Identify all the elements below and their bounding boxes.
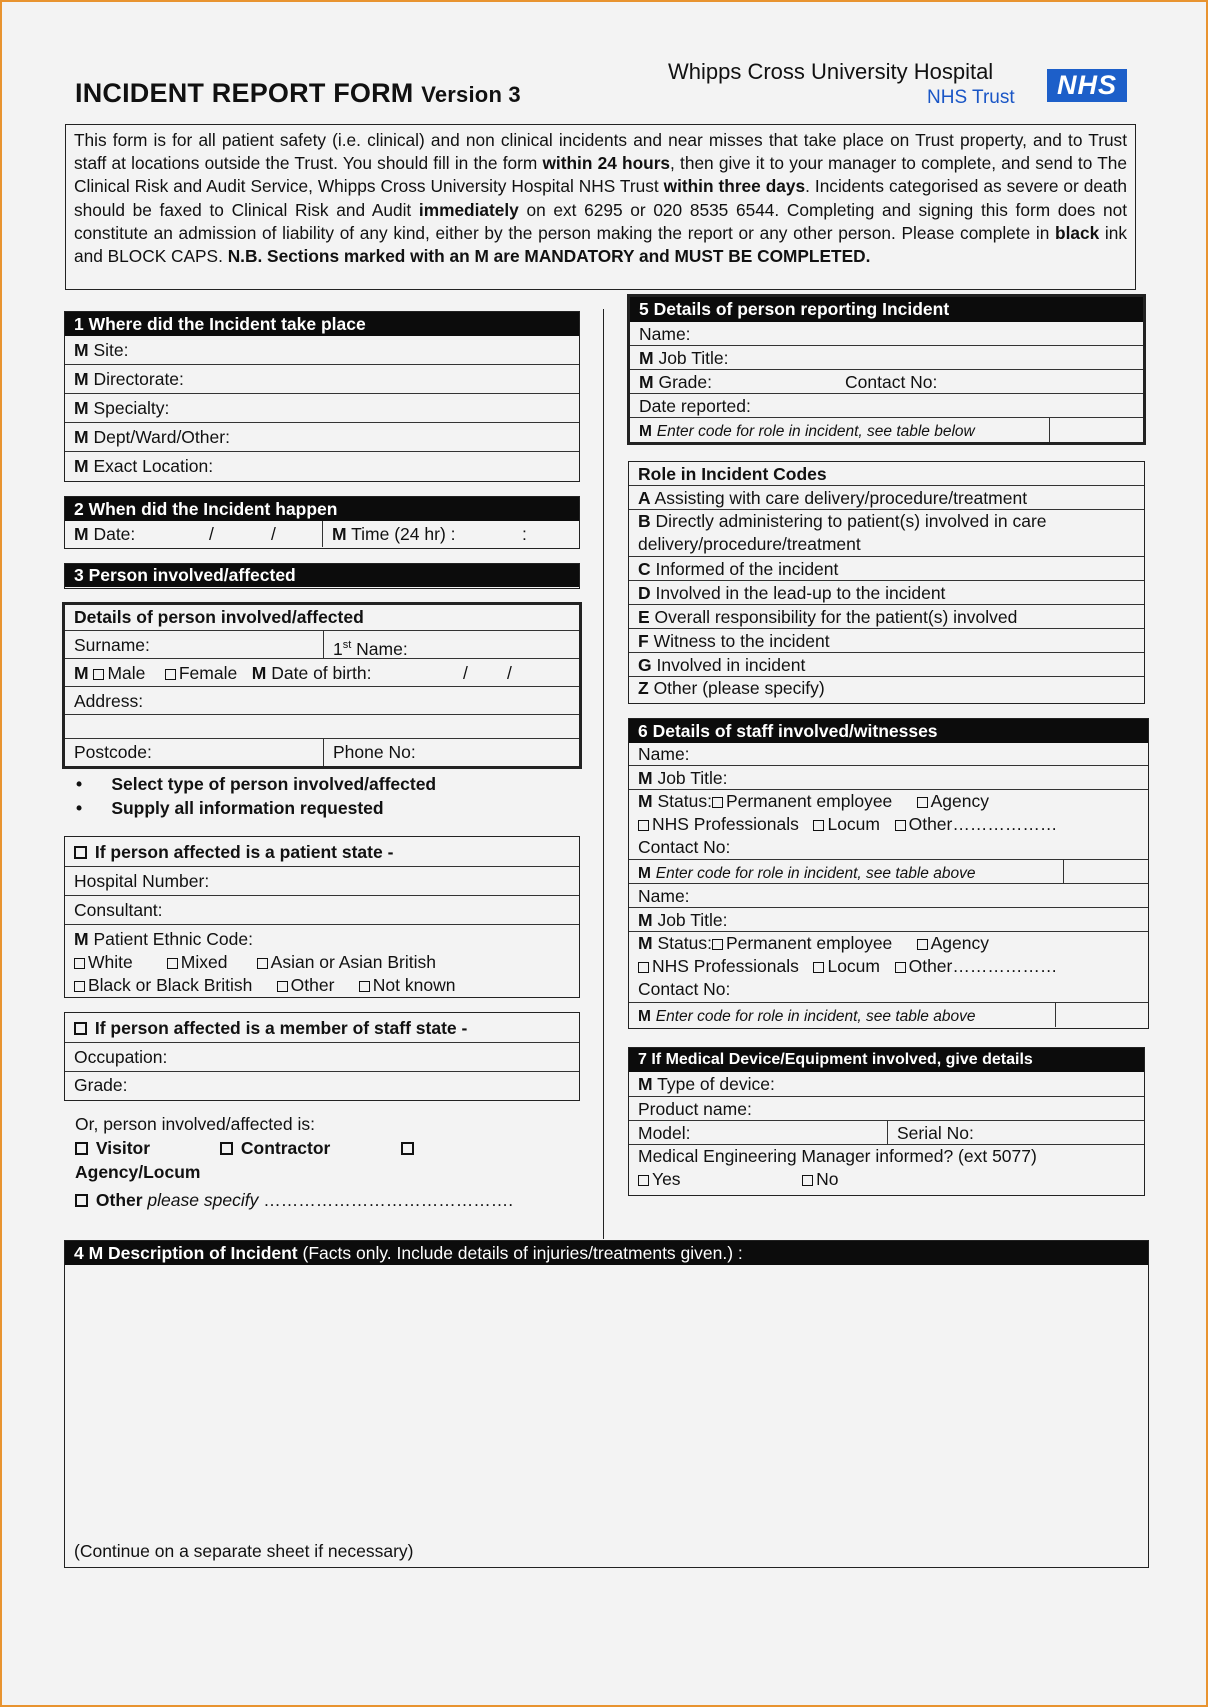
time-field[interactable]: M Time (24 hr) : bbox=[332, 524, 456, 544]
staff1-nhs-checkbox[interactable] bbox=[638, 820, 649, 831]
agency-locum-checkbox-wrap[interactable] bbox=[401, 1138, 417, 1159]
section-3-header: 3 Person involved/affected bbox=[65, 564, 579, 587]
name-divider bbox=[323, 631, 324, 658]
patient-header: If person affected is a patient state - bbox=[65, 837, 579, 867]
role-code-f: F Witness to the incident bbox=[629, 629, 1144, 653]
role-code-a: A Assisting with care delivery/procedure/treatment bbox=[629, 486, 1144, 510]
section-6-staff bbox=[628, 718, 1149, 1029]
address-field[interactable]: Address: bbox=[65, 687, 579, 715]
section-5-header: 5 Details of person reporting Incident bbox=[630, 297, 1143, 322]
dept-field[interactable]: M Dept/Ward/Other: bbox=[65, 423, 579, 452]
ethnic-code-field: M Patient Ethnic Code: White Mixed Asian or Asian British Black or Black British Other Not known bbox=[74, 929, 456, 995]
first-name-field[interactable]: 1st Name: bbox=[333, 638, 408, 659]
serial-field[interactable]: Serial No: bbox=[897, 1123, 974, 1143]
date-slash-1: / bbox=[209, 524, 214, 544]
role-codes-header: Role in Incident Codes bbox=[629, 462, 1144, 486]
contractor-checkbox[interactable] bbox=[220, 1142, 233, 1155]
staff2-other-checkbox[interactable] bbox=[895, 962, 906, 973]
visitor-checkbox[interactable] bbox=[75, 1142, 88, 1155]
staff1-agency-checkbox[interactable] bbox=[917, 797, 928, 808]
model-serial-row bbox=[629, 1121, 1144, 1145]
nhs-logo: NHS bbox=[1047, 69, 1127, 102]
mixed-checkbox[interactable] bbox=[167, 958, 178, 969]
male-checkbox[interactable] bbox=[93, 669, 104, 680]
name-row bbox=[65, 631, 579, 659]
reporter-code-input[interactable] bbox=[1051, 418, 1143, 442]
address-line-2[interactable] bbox=[65, 715, 579, 739]
staff1-code-input[interactable] bbox=[1065, 860, 1148, 883]
staff1-locum-checkbox[interactable] bbox=[813, 820, 824, 831]
role-code-z: Z Other (please specify) bbox=[638, 678, 825, 698]
section-1-header: 1 Where did the Incident take place bbox=[65, 312, 579, 336]
not-known-checkbox[interactable] bbox=[359, 981, 370, 992]
staff1-contact-field[interactable]: Contact No: bbox=[638, 837, 731, 857]
surname-field[interactable]: Surname: bbox=[74, 635, 150, 655]
column-divider bbox=[603, 309, 604, 1239]
other-person-checkbox[interactable] bbox=[75, 1194, 88, 1207]
staff2-code-input[interactable] bbox=[1057, 1003, 1148, 1027]
staff2-agency-checkbox[interactable] bbox=[917, 939, 928, 950]
reporter-contact-field[interactable]: Contact No: bbox=[845, 372, 938, 392]
occupation-field[interactable]: Occupation: bbox=[65, 1043, 579, 1072]
section-7-device bbox=[628, 1047, 1145, 1196]
staff2-nhs-checkbox[interactable] bbox=[638, 962, 649, 973]
date-reported-field[interactable]: Date reported: bbox=[630, 394, 1143, 418]
section-2-when bbox=[64, 496, 580, 549]
section-4-header: 4 M Description of Incident (Facts only. Include details of injuries/treatments given.) : bbox=[65, 1241, 1148, 1265]
product-name-field[interactable]: Product name: bbox=[629, 1097, 1144, 1121]
device-type-field[interactable]: M Type of device: bbox=[629, 1072, 1144, 1097]
form-title: INCIDENT REPORT FORM Version 3 bbox=[75, 78, 521, 108]
informed-no-checkbox[interactable] bbox=[802, 1175, 813, 1186]
model-serial-divider bbox=[887, 1121, 888, 1144]
section-1-location bbox=[64, 311, 580, 482]
black-checkbox[interactable] bbox=[74, 981, 85, 992]
visitor-option[interactable]: Visitor bbox=[75, 1138, 150, 1159]
section-7-header: 7 If Medical Device/Equipment involved, give details bbox=[629, 1048, 1144, 1072]
staff1-other-checkbox[interactable] bbox=[895, 820, 906, 831]
female-checkbox[interactable] bbox=[165, 669, 176, 680]
agency-locum-checkbox[interactable] bbox=[401, 1142, 414, 1155]
other-person-option[interactable]: Other please specify ……………………………………. bbox=[75, 1190, 513, 1211]
section-5-reporter bbox=[627, 294, 1146, 445]
person-details-box bbox=[62, 602, 582, 769]
patient-box bbox=[64, 836, 580, 998]
time-colon: : bbox=[522, 524, 527, 544]
reporter-job-field[interactable]: M Job Title: bbox=[630, 346, 1143, 370]
section-4-description bbox=[64, 1240, 1149, 1568]
date-field[interactable]: M Date: bbox=[74, 524, 136, 544]
staff2-code-row: M Enter code for role in incident, see table above bbox=[629, 1003, 1148, 1027]
staff2-locum-checkbox[interactable] bbox=[813, 962, 824, 973]
continue-note: (Continue on a separate sheet if necessary) bbox=[74, 1541, 414, 1561]
staff1-name-field[interactable]: Name: bbox=[629, 743, 1148, 766]
patient-checkbox[interactable] bbox=[74, 846, 87, 859]
consultant-field[interactable]: Consultant: bbox=[65, 896, 579, 925]
role-code-b: B Directly administering to patient(s) involved in care delivery/procedure/treatment bbox=[629, 510, 1144, 557]
reporter-grade-field[interactable]: M Grade: bbox=[639, 372, 712, 392]
reporter-grade-row bbox=[630, 370, 1143, 394]
intro-text: This form is for all patient safety (i.e. clinical) and non clinical incidents and near misses that take place on Trust property, and to Trust staff at locations outside the Trust. You should fill in the form within 24 hours, then give it to your manager to complete, and send to The Clinical Risk and Audit Service, Whipps Cross University Hospital NHS Trust within three days. Incidents categorised as severe or death should be faxed to Clinical Risk and Audit immediately on ext 6295 or 020 8535 6544. Completing and signing this form does not constitute an admission of liability of any kind, either by the person making the report or any other person. Please complete in black ink and BLOCK CAPS. N.B. Sections marked with an M are MANDATORY and MUST BE COMPLETED. bbox=[65, 124, 1136, 290]
staff2-job-field[interactable]: M Job Title: bbox=[629, 908, 1148, 932]
bullet-1: • Select type of person involved/affected bbox=[76, 774, 437, 794]
date-time-row bbox=[65, 521, 579, 547]
section-3-person bbox=[64, 563, 580, 589]
date-time-divider bbox=[322, 521, 323, 547]
engineering-informed: Medical Engineering Manager informed? (ext 5077) Yes No bbox=[638, 1146, 1037, 1189]
role-code-d: D Involved in the lead-up to the incident bbox=[629, 581, 1144, 605]
postcode-phone-row bbox=[65, 739, 579, 766]
date-slash-2: / bbox=[271, 524, 276, 544]
phone-field[interactable]: Phone No: bbox=[333, 742, 416, 762]
role-code-c: C Informed of the incident bbox=[629, 557, 1144, 581]
dob-slash-1: / bbox=[463, 663, 468, 683]
role-code-g: G Involved in incident bbox=[629, 653, 1144, 677]
trust-name: NHS Trust bbox=[927, 87, 1015, 108]
asian-checkbox[interactable] bbox=[257, 958, 268, 969]
dob-field[interactable]: Date of birth: bbox=[271, 663, 372, 683]
role-codes-table bbox=[628, 461, 1145, 704]
staff2-status: M Status: Permanent employee Agency NHS Professionals Locum Other……………… Contact No: bbox=[629, 932, 1148, 1003]
reporter-name-field[interactable]: Name: bbox=[630, 322, 1143, 346]
staff1-permanent-checkbox[interactable] bbox=[712, 797, 723, 808]
hospital-number-field[interactable]: Hospital Number: bbox=[65, 867, 579, 896]
postcode-field[interactable]: Postcode: bbox=[74, 742, 152, 762]
staff1-status: M Status: Permanent employee Agency NHS Professionals Locum Other……………… Contact No: bbox=[629, 790, 1148, 860]
bullet-2: • Supply all information requested bbox=[76, 798, 384, 818]
grade-field[interactable]: Grade: bbox=[74, 1075, 128, 1095]
section-6-header: 6 Details of staff involved/witnesses bbox=[629, 719, 1148, 743]
staff2-permanent-checkbox[interactable] bbox=[712, 939, 723, 950]
white-checkbox[interactable] bbox=[74, 958, 85, 969]
person-details-header: Details of person involved/affected bbox=[65, 605, 579, 631]
exact-location-field[interactable]: M Exact Location: bbox=[74, 456, 214, 476]
role-code-e: E Overall responsibility for the patient(s) involved bbox=[629, 605, 1144, 629]
contractor-option[interactable]: Contractor bbox=[220, 1138, 330, 1159]
agency-locum-label: Agency/Locum bbox=[75, 1162, 201, 1182]
section-2-header: 2 When did the Incident happen bbox=[65, 497, 579, 521]
model-field[interactable]: Model: bbox=[638, 1123, 691, 1143]
staff2-name-field[interactable]: Name: bbox=[629, 884, 1148, 908]
staff-checkbox[interactable] bbox=[74, 1022, 87, 1035]
staff2-code-divider bbox=[1055, 1003, 1056, 1027]
description-textarea[interactable] bbox=[65, 1265, 1148, 1539]
staff-box bbox=[64, 1012, 580, 1101]
hospital-name: Whipps Cross University Hospital bbox=[668, 59, 994, 84]
directorate-field[interactable]: M Directorate: bbox=[65, 365, 579, 394]
reporter-code-divider bbox=[1049, 418, 1050, 442]
informed-yes-checkbox[interactable] bbox=[638, 1175, 649, 1186]
staff-header: If person affected is a member of staff state - bbox=[65, 1013, 579, 1043]
dob-slash-2: / bbox=[507, 663, 512, 683]
sex-dob-row: M Male Female M Date of birth: / / bbox=[65, 659, 579, 687]
other-ethnic-checkbox[interactable] bbox=[277, 981, 288, 992]
staff1-code-row: M Enter code for role in incident, see table above bbox=[629, 860, 1148, 884]
site-field[interactable]: M Site: bbox=[65, 336, 579, 365]
staff2-contact-field[interactable]: Contact No: bbox=[638, 979, 731, 999]
specialty-field[interactable]: M Specialty: bbox=[65, 394, 579, 423]
reporter-code-row: M Enter code for role in incident, see table below bbox=[630, 418, 1143, 442]
staff1-code-divider bbox=[1063, 860, 1064, 883]
or-person-text: Or, person involved/affected is: bbox=[75, 1114, 315, 1134]
postcode-divider bbox=[323, 739, 324, 766]
staff1-job-field[interactable]: M Job Title: bbox=[629, 766, 1148, 790]
